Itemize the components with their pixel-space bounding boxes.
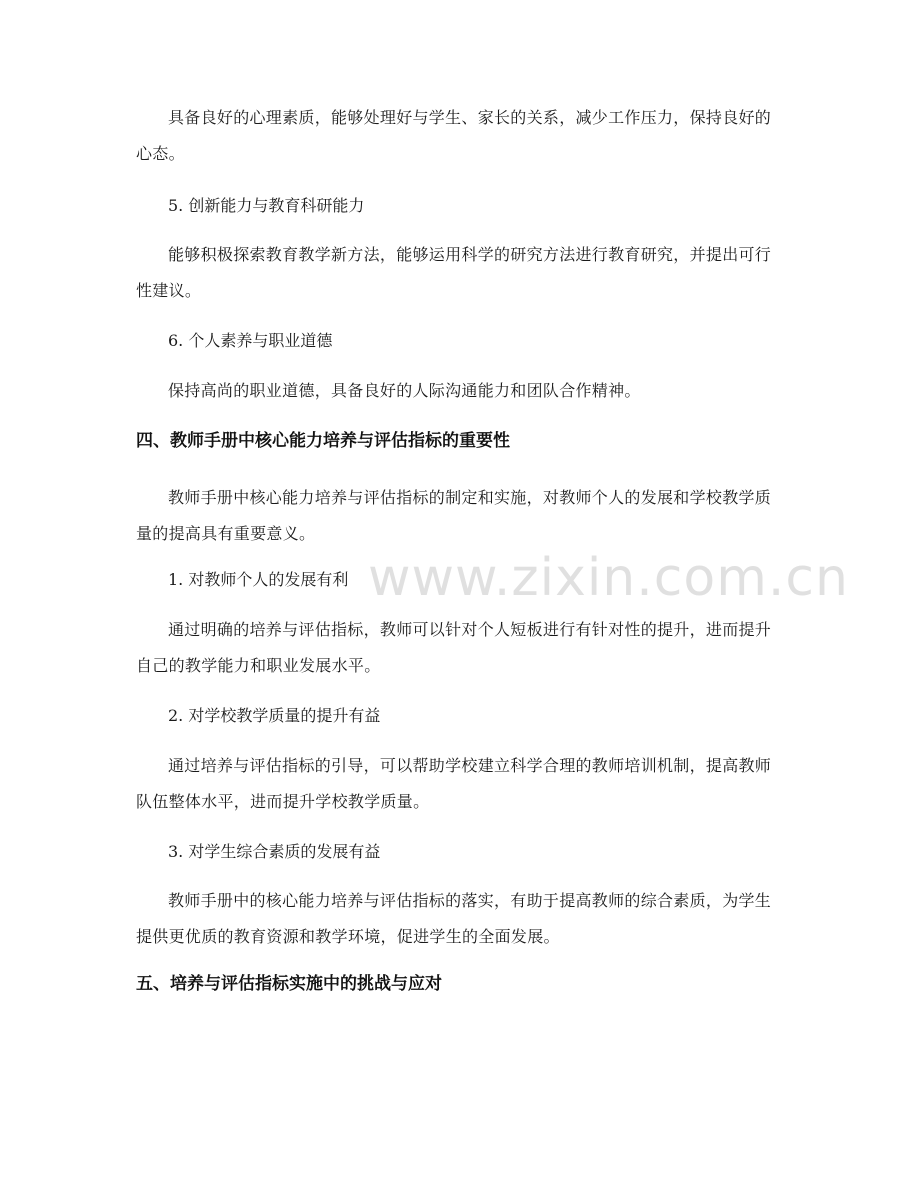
section-heading-importance: 四、教师手册中核心能力培养与评估指标的重要性: [136, 431, 510, 451]
list-item-school-quality: 2. 对学校教学质量的提升有益: [168, 706, 381, 725]
paragraph-innovation: 能够积极探索教育教学新方法，能够运用科学的研究方法进行教育研究，并提出可行性建议。: [136, 245, 772, 300]
paragraph-importance-intro: 教师手册中核心能力培养与评估指标的制定和实施，对教师个人的发展和学校教学质量的提高具有重要意义。: [136, 488, 772, 543]
list-item-personal-development: 1. 对教师个人的发展有利: [168, 570, 349, 589]
section-heading-challenges: 五、培养与评估指标实施中的挑战与应对: [136, 974, 442, 994]
paragraph-ethics: 保持高尚的职业道德，具备良好的人际沟通能力和团队合作精神。: [168, 381, 641, 400]
list-item-student-quality: 3. 对学生综合素质的发展有益: [168, 842, 381, 861]
paragraph-personal-development: 通过明确的培养与评估指标，教师可以针对个人短板进行有针对性的提升，进而提升自己的教学能力和职业发展水平。: [136, 620, 772, 675]
watermark: www.zixin.com.cn: [368, 548, 849, 608]
paragraph-student-quality: 教师手册中的核心能力培养与评估指标的落实，有助于提高教师的综合素质，为学生提供更优质的教育资源和教学环境，促进学生的全面发展。: [136, 891, 772, 946]
paragraph-school-quality: 通过培养与评估指标的引导，可以帮助学校建立科学合理的教师培训机制，提高教师队伍整体水平，进而提升学校教学质量。: [136, 756, 772, 811]
list-item-ethics: 6. 个人素养与职业道德: [168, 331, 333, 350]
list-item-innovation: 5. 创新能力与教育科研能力: [168, 196, 365, 215]
paragraph-mental-quality: 具备良好的心理素质，能够处理好与学生、家长的关系，减少工作压力，保持良好的心态。: [136, 108, 772, 163]
